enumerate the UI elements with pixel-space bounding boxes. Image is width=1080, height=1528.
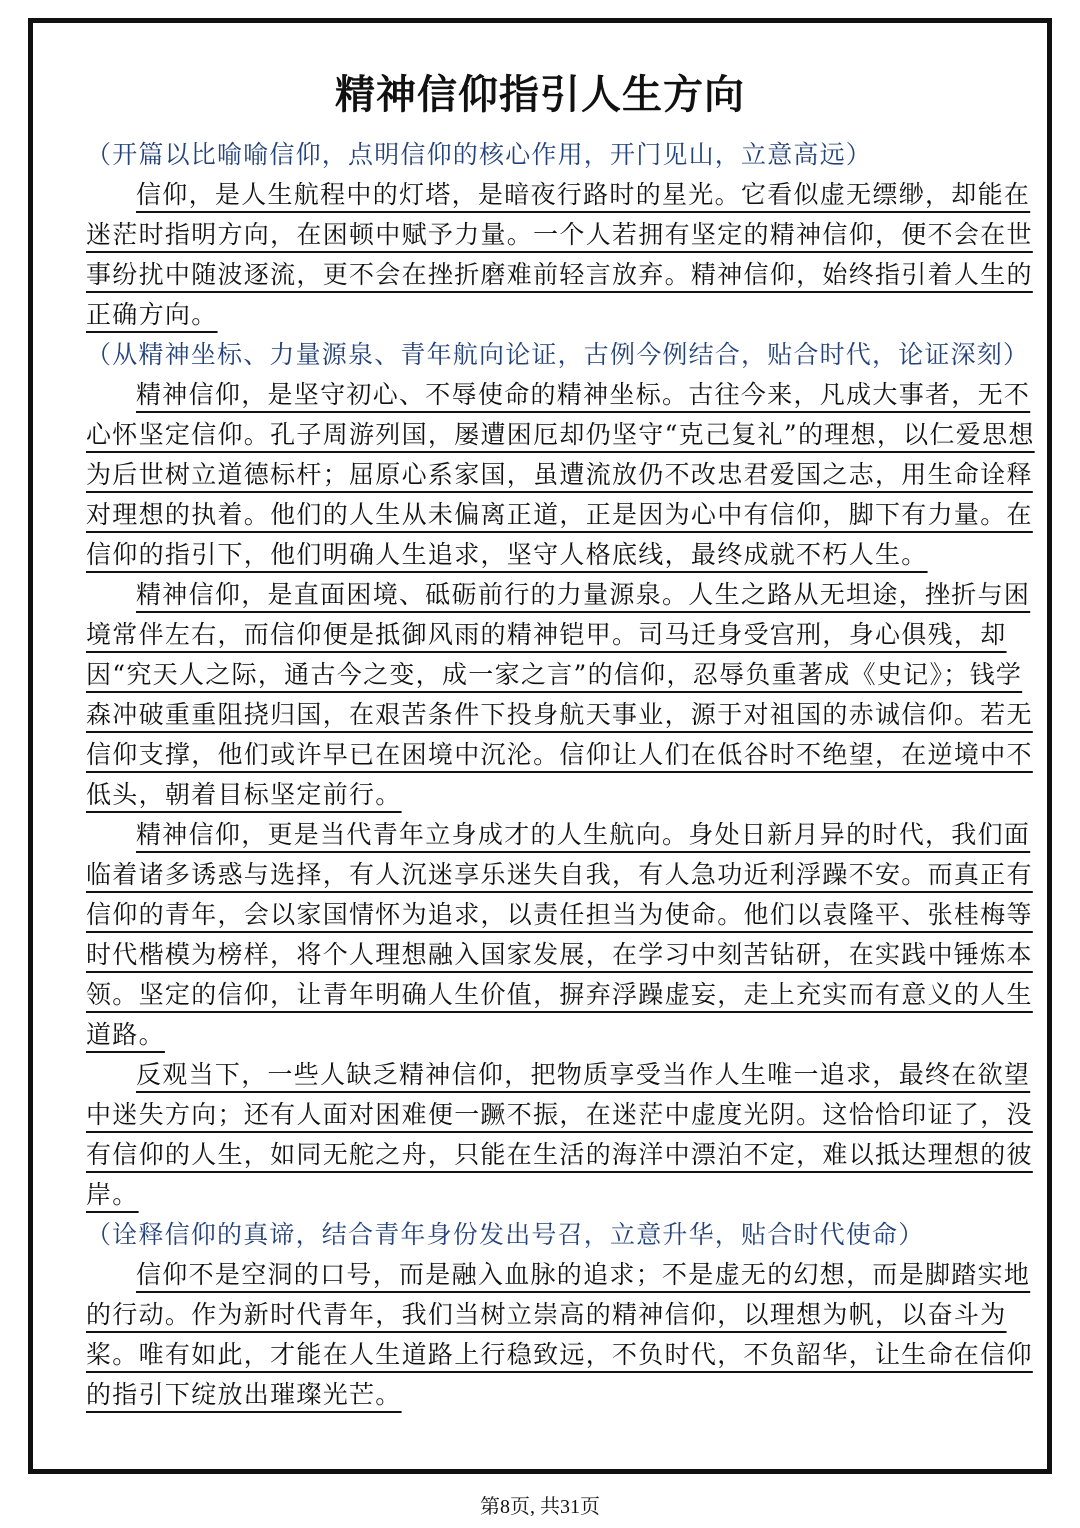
comment-note: （从精神坐标、力量源泉、青年航向论证，古例今例结合，贴合时代，论证深刻）: [86, 340, 1030, 369]
essay-body: [86, 135, 1046, 1415]
paragraph: 信仰，是人生航程中的灯塔，是暗夜行路时的星光。它看似虚无缥缈，却能在迷茫时指明方向，在困顿中赋予力量。一个人若拥有坚定的精神信仰，便不会在世事纷扰中随波逐流，更不会在挫折磨难前轻言放弃。精神信仰，始终指引着人生的正确方向。: [86, 180, 1033, 329]
paragraph: 反观当下，一些人缺乏精神信仰，把物质享受当作人生唯一追求，最终在欲望中迷失方向；还有人面对困难便一蹶不振，在迷茫中虚度光阴。这恰恰印证了，没有信仰的人生，如同无舵之舟，只能在生活的海洋中漂泊不定，难以抵达理想的彼岸。: [86, 1060, 1033, 1209]
paragraph: 信仰不是空洞的口号，而是融入血脉的追求；不是虚无的幻想，而是脚踏实地的行动。作为新时代青年，我们当树立崇高的精神信仰，以理想为帆，以奋斗为桨。唯有如此，才能在人生道路上行稳致远，不负时代，不负韶华，让生命在信仰的指引下绽放出璀璨光芒。: [86, 1260, 1033, 1409]
page-number: 第8页, 共31页: [480, 1496, 600, 1518]
page-frame: [28, 18, 1052, 1474]
essay-title: 精神信仰指引人生方向: [335, 72, 745, 118]
paragraph: 精神信仰，是直面困境、砥砺前行的力量源泉。人生之路从无坦途，挫折与困境常伴左右，而信仰便是抵御风雨的精神铠甲。司马迁身受宫刑，身心俱残，却因“究天人之际，通古今之变，成一家之言”的信仰，忍辱负重著成《史记》；钱学森冲破重重阻挠归国，在艰苦条件下投身航天事业，源于对祖国的赤诚信仰。若无信仰支撑，他们或许早已在困境中沉沦。信仰让人们在低谷时不绝望，在逆境中不低头，朝着目标坚定前行。: [86, 580, 1033, 809]
paragraph: 精神信仰，更是当代青年立身成才的人生航向。身处日新月异的时代，我们面临着诸多诱惑与选择，有人沉迷享乐迷失自我，有人急功近利浮躁不安。而真正有信仰的青年，会以家国情怀为追求，以责任担当为使命。他们以袁隆平、张桂梅等时代楷模为榜样，将个人理想融入国家发展，在学习中刻苦钻研，在实践中锤炼本领。坚定的信仰，让青年明确人生价值，摒弃浮躁虚妄，走上充实而有意义的人生道路。: [86, 820, 1033, 1049]
comment-note: （开篇以比喻喻信仰，点明信仰的核心作用，开门见山，立意高远）: [86, 140, 873, 169]
comment-note: （诠释信仰的真谛，结合青年身份发出号召，立意升华，贴合时代使命）: [86, 1220, 925, 1249]
paragraph: 精神信仰，是坚守初心、不辱使命的精神坐标。古往今来，凡成大事者，无不心怀坚定信仰。孔子周游列国，屡遭困厄却仍坚守“克己复礼”的理想，以仁爱思想为后世树立道德标杆；屈原心系家国，虽遭流放仍不改忠君爱国之志，用生命诠释对理想的执着。他们的人生从未偏离正道，正是因为心中有信仰，脚下有力量。在信仰的指引下，他们明确人生追求，坚守人格底线，最终成就不朽人生。: [86, 380, 1035, 569]
